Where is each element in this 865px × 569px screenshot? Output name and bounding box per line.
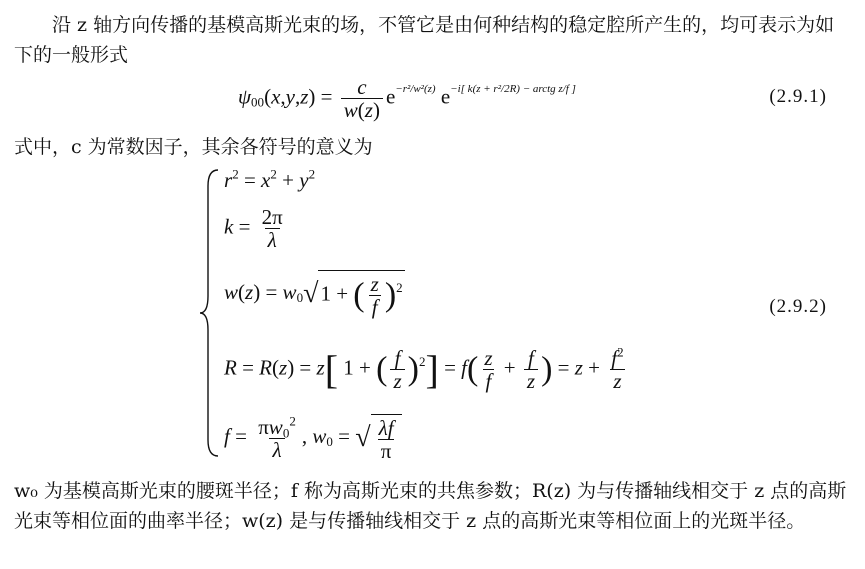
r-squared-definition: $r^2 = x^2 + y^2$ [224, 166, 316, 192]
gaussian-field-formula: $\psi_{00}(x,y,z)$ = $\frac{c}{w(z)}$ $e^{-r^2/w^2(z)}$ $e^{-i[ k(z + r^2/2R) - arctg z/f ]}$ [238, 75, 576, 123]
equation-2-9-1 [0, 72, 865, 128]
left-brace [200, 168, 222, 458]
curvature-radius-definition: R = R(z) = z[ 1 + ( $\frac{f}{z}$ )$^2$] = f( $\frac{z}{f}$ + $\frac{f}{z}$ ) = z + $\frac{f^2}{z}$ [224, 344, 624, 393]
beam-radius-definition: $w(z) = w_0√1$ + ( $\frac{z}{f}$ )$^2$ [224, 272, 403, 320]
symbols-intro: 式中，c 为常数因子，其余各符号的意义为 [14, 136, 373, 158]
description-paragraph: w₀ 为基模高斯光束的腰斑半径；f 称为高斯光束的共焦参数；R(z) 为与传播轴线相交于 z 点的高斯光束等相位面的曲率半径；w(z) 是与传播轴线相交于 z 点的高斯光束等相位面上的光斑半径。 [14, 480, 847, 532]
equation-2-9-2-system [200, 166, 720, 464]
intro-paragraph: 沿 z 轴方向传播的基模高斯光束的场，不管它是由何种结构的稳定腔所产生的，均可表示为如下的一般形式 [14, 14, 835, 66]
equation-number-2: (2.9.2) [769, 296, 827, 317]
wavenumber-definition: k = $\frac{2\pi}{\lambda}$ [224, 205, 283, 253]
equation-number-1: (2.9.1) [769, 86, 827, 107]
confocal-parameter-definition: f = $\frac{\pi w_0^2}{\lambda}$ , $w_0$ = √ $\frac{\lambda f}{\pi}$ [224, 414, 402, 462]
